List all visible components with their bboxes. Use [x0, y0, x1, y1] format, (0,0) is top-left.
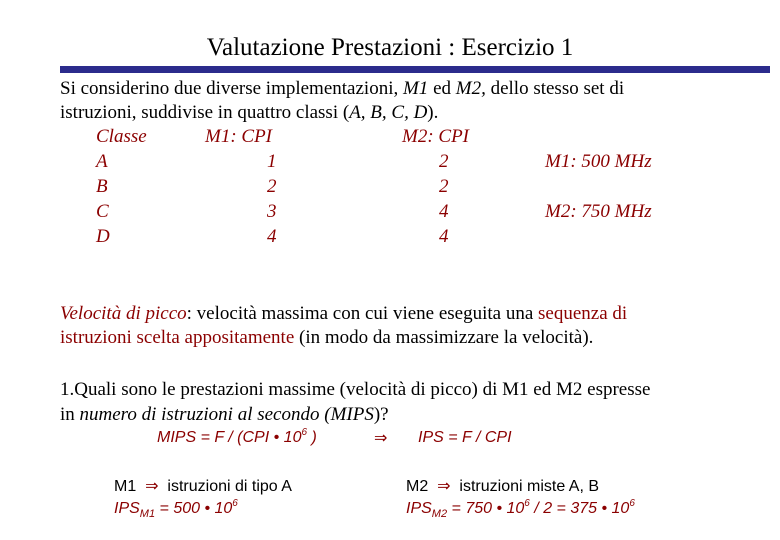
answer-m2-ips-exp-1: 6	[524, 498, 530, 509]
answer-m1-line	[114, 476, 292, 496]
intro-text-d: istruzioni, suddivise in quattro classi (	[60, 102, 350, 123]
answer-m2-ips-exp-2: 6	[629, 498, 635, 509]
intro-text-b: ed	[428, 78, 456, 99]
answer-m2-ips-b: = 750 • 10	[447, 500, 525, 517]
answer-m2-ips-c: / 2 = 375 • 10	[529, 500, 630, 517]
table-row-b-m2: 2	[439, 176, 449, 197]
table-row-a-class: A	[96, 151, 108, 172]
table-row-c-m1: 3	[267, 201, 277, 222]
definition-line-1	[60, 302, 627, 326]
table-header-m1-cpi: M1: CPI	[205, 126, 273, 147]
answer-m2-ips	[406, 500, 635, 518]
definition-term: Velocità di picco	[60, 303, 187, 324]
definition-tail: (in modo da massimizzare la velocità).	[294, 327, 594, 348]
formula-mips-a: MIPS = F / (CPI • 10	[157, 429, 302, 446]
answer-m2-ips-sub: M2	[431, 508, 448, 520]
intro-m1: M1	[402, 78, 429, 99]
intro-text-a: Si considerino due diverse implementazioni,	[60, 78, 403, 99]
answer-m2-label: M2	[406, 478, 429, 495]
formula-mips-exp: 6	[301, 427, 308, 438]
table-row-c-class: C	[96, 201, 109, 222]
answer-m1-ips-sub: M1	[139, 508, 156, 520]
intro-text-c: dello stesso set di	[485, 78, 625, 99]
intro-classes: A, B, C, D	[349, 102, 428, 123]
formula-mips	[157, 429, 317, 447]
clock-m1: M1: 500 MHz	[545, 151, 652, 172]
table-row-b-class: B	[96, 176, 108, 197]
answer-m1-ips-b: = 500 • 10	[155, 500, 233, 517]
question-line-1: 1.Quali sono le prestazioni massime (velocità di picco) di M1 ed M2 espresse	[60, 379, 651, 400]
answer-m1-ips	[114, 500, 238, 518]
answer-m1-text: istruzioni di tipo A	[167, 478, 292, 495]
page-title: Valutazione Prestazioni : Esercizio 1	[206, 34, 574, 61]
intro-line-2	[60, 101, 438, 125]
table-row-b-m1: 2	[267, 176, 277, 197]
table-row-d-m1: 4	[267, 226, 277, 247]
answer-m2-line	[406, 476, 599, 496]
definition-highlight-2: istruzioni scelta appositamente	[60, 327, 295, 348]
intro-m2: M2,	[455, 78, 486, 99]
question-line-2	[60, 403, 389, 427]
intro-text-e: ).	[427, 102, 439, 123]
answer-m1-arrow-icon: ⇒	[145, 476, 159, 495]
implies-icon: ⇒	[374, 428, 388, 447]
table-row-d-m2: 4	[439, 226, 449, 247]
formula-mips-b: )	[307, 429, 317, 446]
definition-highlight-1: sequenza di	[538, 303, 628, 324]
answer-m1-ips-a: IPS	[114, 500, 140, 517]
intro-line-1	[60, 77, 624, 101]
question-text-a: in	[60, 404, 80, 425]
answer-m2-arrow-icon: ⇒	[437, 476, 451, 495]
definition-text: : velocità massima con cui viene eseguita una	[186, 303, 539, 324]
clock-m2: M2: 750 MHz	[545, 201, 652, 222]
question-emphasis: numero di istruzioni al secondo (MIPS	[79, 404, 374, 425]
table-row-a-m2: 2	[439, 151, 449, 172]
table-row-a-m1: 1	[267, 151, 277, 172]
table-row-c-m2: 4	[439, 201, 449, 222]
title-rule	[60, 66, 770, 73]
table-header-classe: Classe	[96, 126, 147, 147]
table-header-m2-cpi: M2: CPI	[402, 126, 470, 147]
table-row-d-class: D	[96, 226, 110, 247]
formula-ips: IPS = F / CPI	[418, 429, 512, 446]
answer-m2-text: istruzioni miste A, B	[459, 478, 600, 495]
answer-m1-label: M1	[114, 478, 137, 495]
answer-m1-ips-exp: 6	[232, 498, 238, 509]
definition-line-2	[60, 326, 593, 350]
question-text-b: )?	[373, 404, 389, 425]
answer-m2-ips-a: IPS	[406, 500, 432, 517]
